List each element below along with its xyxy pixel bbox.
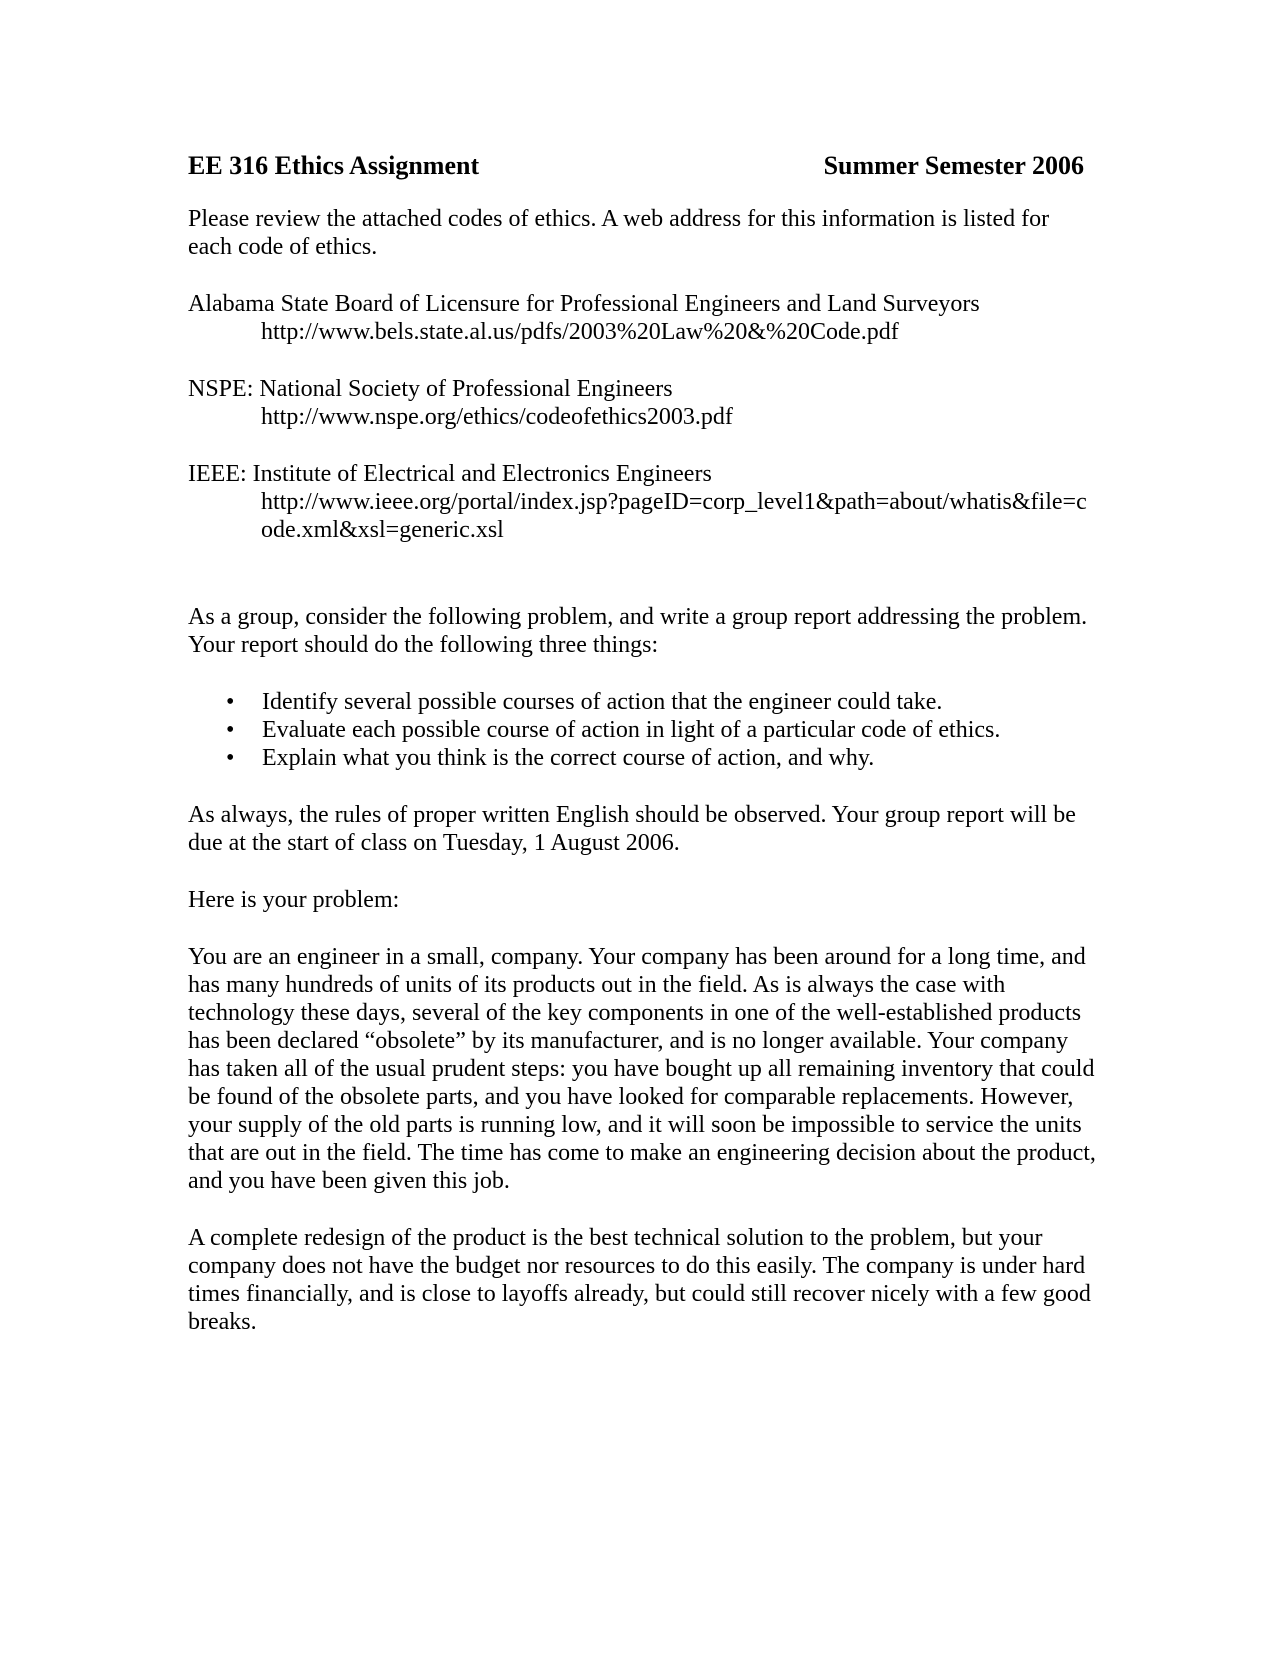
task-item [188,716,1098,744]
code-entry-alabama [188,290,1098,346]
code-url: http://www.nspe.org/ethics/codeofethics2003.pdf [261,404,733,430]
code-entry-ieee [188,460,1098,544]
bullet-icon: • [226,717,235,743]
task-item [188,688,1098,716]
code-name: NSPE: National Society of Professional Engineers [188,376,673,402]
code-entry-nspe [188,375,1098,431]
group-instructions-paragraph: As a group, consider the following problem, and write a group report addressing the problem. Your report should do the following three things: [188,604,1088,658]
task-text: Explain what you think is the correct course of action, and why. [262,745,875,771]
task-list [188,688,1098,772]
intro-paragraph: Please review the attached codes of ethics. A web address for this information is listed for each code of ethics. [188,206,1050,260]
code-url: http://www.ieee.org/portal/index.jsp?pageID=corp_level1&path=about/whatis&file=code.xml&xsl=generic.xsl [261,489,1087,543]
section-spacer [188,573,1098,603]
bullet-icon: • [226,745,235,771]
assignment-title: EE 316 Ethics Assignment [188,151,480,180]
problem-paragraph: A complete redesign of the product is the best technical solution to the problem, but your company does not have the budget nor resources to do this easily. The company is under hard times financially, and is close to layoffs already, but could still recover nicely with a few good breaks. [188,1225,1091,1335]
bullet-icon: • [226,689,235,715]
task-text: Identify several possible courses of action that the engineer could take. [262,689,943,715]
task-item [188,744,1098,772]
document-content [188,150,1098,1365]
code-name: Alabama State Board of Licensure for Professional Engineers and Land Surveyors [188,291,980,317]
code-url: http://www.bels.state.al.us/pdfs/2003%20Law%20&%20Code.pdf [261,319,899,345]
problem-paragraph: You are an engineer in a small, company. Your company has been around for a long time, and has many hundreds of units of its products out in the field. As is always the case with technology these days, several of the key components in one of the well-established products has been declared “obsolete” by its manufacturer, and is no longer available. Your company has taken all of the usual prudent steps: you have bought up all remaining inventory that could be found of the obsolete parts, and you have looked for comparable replacements. However, your supply of the old parts is running low, and it will soon be impossible to service the units that are out in the field. The time has come to make an engineering decision about the product, and you have been given this job. [188,944,1096,1194]
document-header [188,150,1098,182]
task-text: Evaluate each possible course of action in light of a particular code of ethics. [262,717,1001,743]
semester-label: Summer Semester 2006 [823,151,1084,180]
problem-intro: Here is your problem: [188,887,400,913]
due-note-paragraph: As always, the rules of proper written English should be observed. Your group report will be due at the start of class on Tuesday, 1 August 2006. [188,802,1076,856]
code-name: IEEE: Institute of Electrical and Electronics Engineers [188,461,712,487]
